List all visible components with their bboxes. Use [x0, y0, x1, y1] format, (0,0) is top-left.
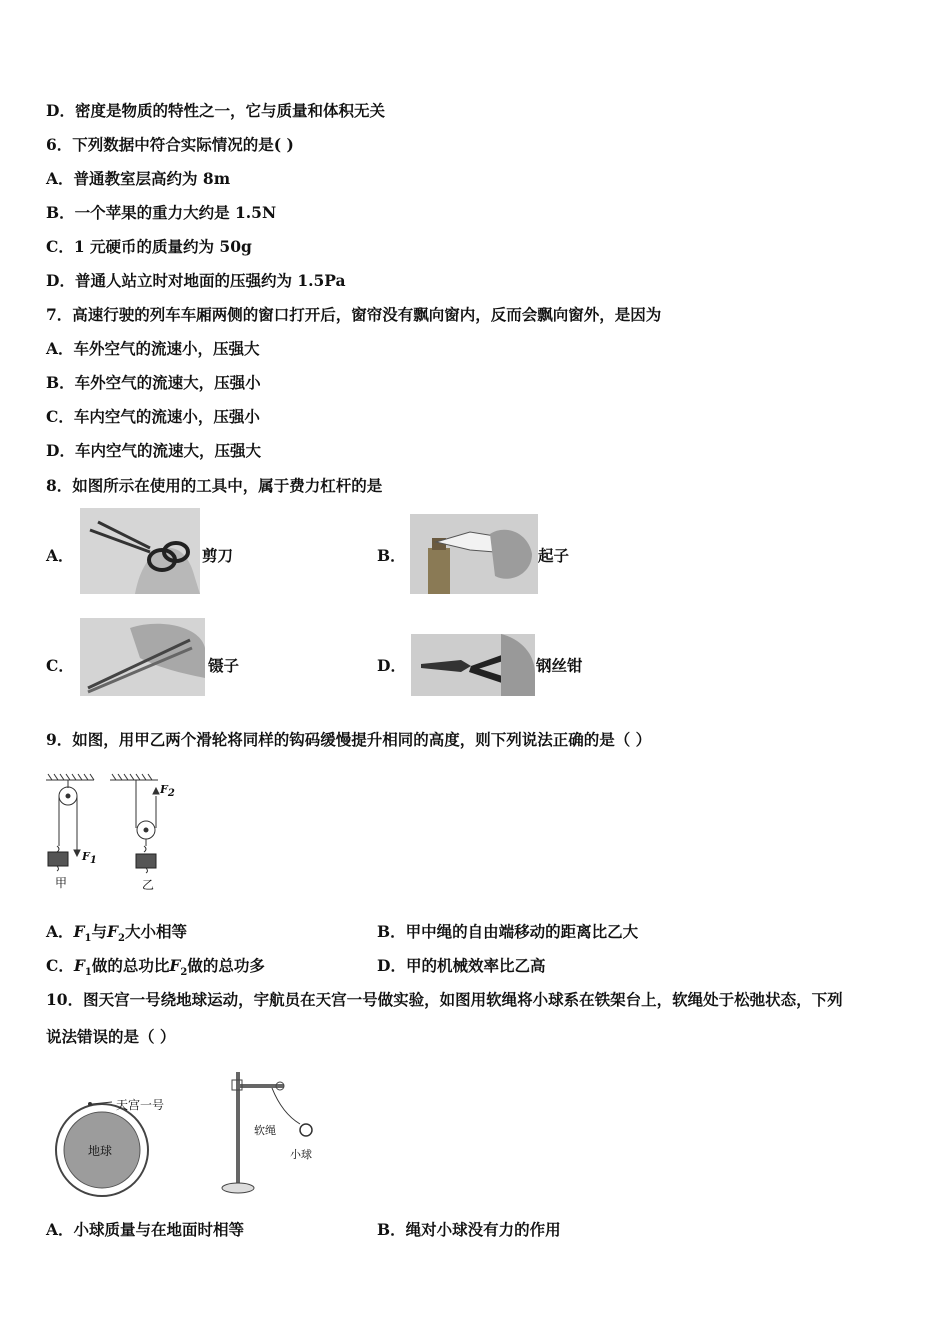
q7-option-d: D．车内空气的流速大，压强大: [46, 441, 261, 460]
q8-option-b-letter: B．: [377, 546, 406, 565]
q9-option-d: D．甲的机械效率比乙高: [377, 956, 546, 975]
q6-option-d: D．普通人站立时对地面的压强约为 1.5Pa: [46, 271, 346, 290]
f1-label: $F_1$: [82, 850, 97, 867]
q6-option-c: C．1 元硬币的质量约为 50g: [46, 237, 252, 256]
q9-stem: 9．如图，用甲乙两个滑轮将同样的钩码缓慢提升相同的高度，则下列说法正确的是（ ）: [46, 730, 652, 749]
q9-option-a: A．$F_1$与$F_2$大小相等: [46, 922, 188, 945]
q8-stem: 8．如图所示在使用的工具中，属于费力杠杆的是: [46, 476, 383, 495]
rope-label: 软绳: [254, 1124, 276, 1137]
q8-option-a-letter: A．: [46, 546, 74, 565]
q8-option-c-letter: C．: [46, 656, 74, 675]
q7-option-b: B．车外空气的流速大，压强小: [46, 373, 261, 392]
tweezers-photo: [80, 618, 205, 696]
q7-option-c: C．车内空气的流速小，压强小: [46, 407, 260, 426]
orbit-experiment-figure: [50, 1068, 325, 1202]
pulley-figure: [40, 772, 190, 894]
q10-stem-line1: 10．图天宫一号绕地球运动，宇航员在天宫一号做实验，如图用软绳将小球系在铁架台上，软绳处于松弛状态，下列: [46, 990, 843, 1009]
q6-option-a: A．普通教室层高约为 8m: [46, 169, 231, 188]
pliers-photo: [411, 634, 535, 696]
q8-option-a-label: 剪刀: [202, 546, 234, 565]
q10-stem-line2: 说法错误的是（ ）: [46, 1027, 176, 1046]
q6-stem: 6．下列数据中符合实际情况的是( ): [46, 135, 294, 154]
jia-label: 甲: [55, 876, 68, 890]
q10-option-a: A．小球质量与在地面时相等: [46, 1220, 245, 1239]
q10-option-b: B．绳对小球没有力的作用: [377, 1220, 561, 1239]
f2-label: $F_2$: [160, 783, 175, 800]
q8-option-d-label: 钢丝钳: [536, 656, 583, 675]
tiangong-label: 天宫一号: [116, 1098, 165, 1112]
q9-option-c: C．$F_1$做的总功比$F_2$做的总功多: [46, 956, 265, 979]
q5-option-d: D．密度是物质的特性之一，它与质量和体积无关: [46, 101, 385, 120]
q8-option-c-label: 镊子: [208, 656, 240, 675]
earth-label: 地球: [88, 1144, 113, 1158]
scissors-photo: [80, 508, 200, 594]
bottle-opener-photo: [410, 514, 538, 594]
q8-option-b-label: 起子: [538, 546, 570, 565]
ball-label: 小球: [290, 1148, 312, 1161]
q9-option-b: B．甲中绳的自由端移动的距离比乙大: [377, 922, 639, 941]
q6-option-b: B．一个苹果的重力大约是 1.5N: [46, 203, 277, 222]
yi-label: 乙: [142, 878, 155, 892]
q8-option-d-letter: D．: [377, 656, 406, 675]
q7-option-a: A．车外空气的流速小，压强大: [46, 339, 260, 358]
q7-stem: 7．高速行驶的列车车厢两侧的窗口打开后，窗帘没有飘向窗内，反而会飘向窗外，是因为: [46, 305, 662, 324]
